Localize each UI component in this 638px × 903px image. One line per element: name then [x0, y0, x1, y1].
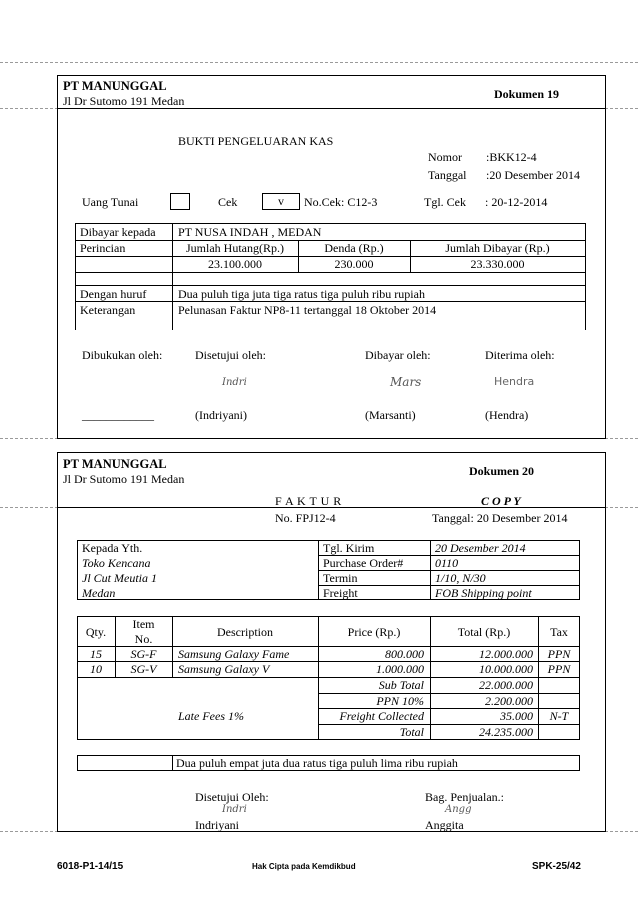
- row-qty: 10: [90, 662, 102, 676]
- dibukukan-blank-line: ____________: [82, 408, 154, 422]
- header-total: Total (Rp.): [457, 625, 511, 639]
- name-marsanti: (Marsanti): [365, 408, 416, 422]
- doc19-title: BUKTI PENGELUARAN KAS: [178, 134, 334, 148]
- col-denda: Denda (Rp.): [324, 241, 384, 255]
- uang-tunai-label: Uang Tunai: [82, 195, 139, 209]
- total-value: 24.235.000: [479, 725, 533, 739]
- doc20-label: Dokumen 20: [469, 464, 535, 478]
- signature-indri: Indri: [222, 377, 247, 388]
- table-line: [75, 223, 585, 224]
- signature-mars: Mars: [390, 375, 422, 389]
- nomor-value: :BKK12-4: [486, 150, 537, 164]
- info-label: Purchase Order#: [323, 556, 404, 570]
- signature-indri: Indri: [222, 804, 247, 815]
- doc19-label: Dokumen 19: [494, 87, 560, 101]
- tgl-cek-label: Tgl. Cek: [424, 195, 466, 209]
- total-label: Total: [399, 725, 424, 739]
- table-line: [75, 285, 585, 286]
- nomor-label: Nomor: [428, 150, 462, 164]
- row-tax: PPN: [547, 647, 571, 661]
- dengan-huruf-label: Dengan huruf: [80, 287, 147, 301]
- val-jumlah-dibayar: 23.330.000: [470, 257, 525, 271]
- header-item-line1: Item: [132, 617, 155, 631]
- dibayar-oleh-label: Dibayar oleh:: [365, 348, 431, 362]
- disetujui-label: Disetujui oleh:: [195, 348, 266, 362]
- table-line: [585, 223, 586, 330]
- name-anggita: Anggita: [425, 818, 464, 832]
- bag-penjualan-label: Bag. Penjualan.:: [425, 790, 504, 804]
- cek-check-mark: v: [278, 194, 284, 208]
- row-price: 1.000.000: [376, 662, 424, 676]
- info-label: Freight: [323, 586, 358, 600]
- faktur-date: Tanggal: 20 Desember 2014: [432, 511, 568, 525]
- doc19-address: Jl Dr Sutomo 191 Medan: [63, 94, 185, 108]
- table-line: [172, 755, 173, 771]
- faktur-number: No. FPJ12-4: [275, 511, 336, 525]
- table-line: [75, 223, 76, 330]
- freight-tax: N-T: [549, 709, 569, 723]
- terbilang-text: Dua puluh empat juta dua ratus tiga puluh lima ribu rupiah: [176, 756, 458, 770]
- subtotal-value: 22.000.000: [479, 678, 533, 692]
- tanggal-label: Tanggal: [428, 168, 467, 182]
- header-tax: Tax: [550, 625, 568, 639]
- header-item-line2: No.: [134, 632, 153, 646]
- row-price: 800.000: [385, 647, 424, 661]
- table-line: [75, 272, 585, 273]
- keterangan-value: Pelunasan Faktur NP8-11 tertanggal 18 Oktober 2014: [178, 303, 437, 317]
- row-qty: 15: [90, 647, 102, 661]
- dibayar-kepada-value: PT NUSA INDAH , MEDAN: [178, 225, 322, 239]
- ppn-label: PPN 10%: [376, 694, 424, 708]
- info-value: 20 Desember 2014: [435, 541, 526, 555]
- kepada-line: Jl Cut Meutia 1: [82, 571, 157, 585]
- faktur-title: F A K T U R: [275, 494, 342, 508]
- late-fees: Late Fees 1%: [178, 709, 244, 723]
- tgl-cek-value: : 20-12-2014: [485, 195, 548, 209]
- row-total: 12.000.000: [479, 647, 533, 661]
- doc19-company: PT MANUNGGAL: [63, 79, 167, 93]
- kepada-line: Toko Kencana: [82, 556, 151, 570]
- footer-page: SPK-25/42: [532, 861, 581, 872]
- dengan-huruf-value: Dua puluh tiga juta tiga ratus tiga puluh ribu rupiah: [178, 287, 425, 301]
- col-jumlah-dibayar: Jumlah Dibayar (Rp.): [445, 241, 550, 255]
- kepada-line: Medan: [82, 586, 116, 600]
- signature-hendra: Hendra: [494, 375, 535, 388]
- row-description: Samsung Galaxy V: [178, 662, 270, 676]
- dibayar-kepada-label: Dibayar kepada: [80, 225, 156, 239]
- cek-label: Cek: [218, 195, 238, 209]
- info-label: Tgl. Kirim: [323, 541, 375, 555]
- freight-value: 35.000: [500, 709, 533, 723]
- guide-line: [0, 62, 638, 63]
- val-denda: 230.000: [334, 257, 374, 271]
- no-cek: No.Cek: C12-3: [304, 195, 378, 209]
- header-description: Description: [217, 625, 273, 639]
- header-qty: Qty.: [85, 625, 107, 639]
- doc20-company: PT MANUNGGAL: [63, 457, 167, 471]
- signature-anggita: Angg: [445, 804, 472, 815]
- info-label: Termin: [323, 571, 358, 585]
- keterangan-label: Keterangan: [80, 303, 136, 317]
- row-tax: PPN: [547, 662, 571, 676]
- row-item: SG-V: [130, 662, 157, 676]
- kepada-line: Kepada Yth.: [82, 541, 143, 555]
- uang-tunai-checkbox[interactable]: [170, 193, 190, 210]
- dibukukan-label: Dibukukan oleh:: [82, 348, 163, 362]
- copy-label: C O P Y: [481, 494, 521, 508]
- tanggal-value: :20 Desember 2014: [486, 168, 580, 182]
- footer-copyright: Hak Cipta pada Kemdikbud: [252, 862, 356, 871]
- header-price: Price (Rp.): [347, 625, 401, 639]
- row-item: SG-F: [130, 647, 157, 661]
- freight-label: Freight Collected: [339, 709, 424, 723]
- col-jumlah-hutang: Jumlah Hutang(Rp.): [186, 241, 284, 255]
- table-line: [172, 223, 173, 330]
- info-value: 0110: [435, 556, 459, 570]
- ppn-value: 2.200.000: [485, 694, 533, 708]
- row-description: Samsung Galaxy Fame: [178, 647, 290, 661]
- doc20-address: Jl Dr Sutomo 191 Medan: [63, 472, 185, 486]
- row-total: 10.000.000: [479, 662, 533, 676]
- info-value: 1/10, N/30: [435, 571, 486, 585]
- info-value: FOB Shipping point: [435, 586, 532, 600]
- name-hendra: (Hendra): [485, 408, 529, 422]
- footer-code: 6018-P1-14/15: [57, 861, 124, 872]
- name-indriyani: (Indriyani): [195, 408, 247, 422]
- diterima-label: Diterima oleh:: [485, 348, 555, 362]
- val-jumlah-hutang: 23.100.000: [208, 257, 262, 271]
- subtotal-label: Sub Total: [378, 678, 424, 692]
- name-indriyani: Indriyani: [195, 818, 239, 832]
- disetujui-oleh-label: Disetujui Oleh:: [195, 790, 269, 804]
- perincian-label: Perincian: [80, 241, 126, 255]
- cek-checkbox[interactable]: [262, 193, 300, 210]
